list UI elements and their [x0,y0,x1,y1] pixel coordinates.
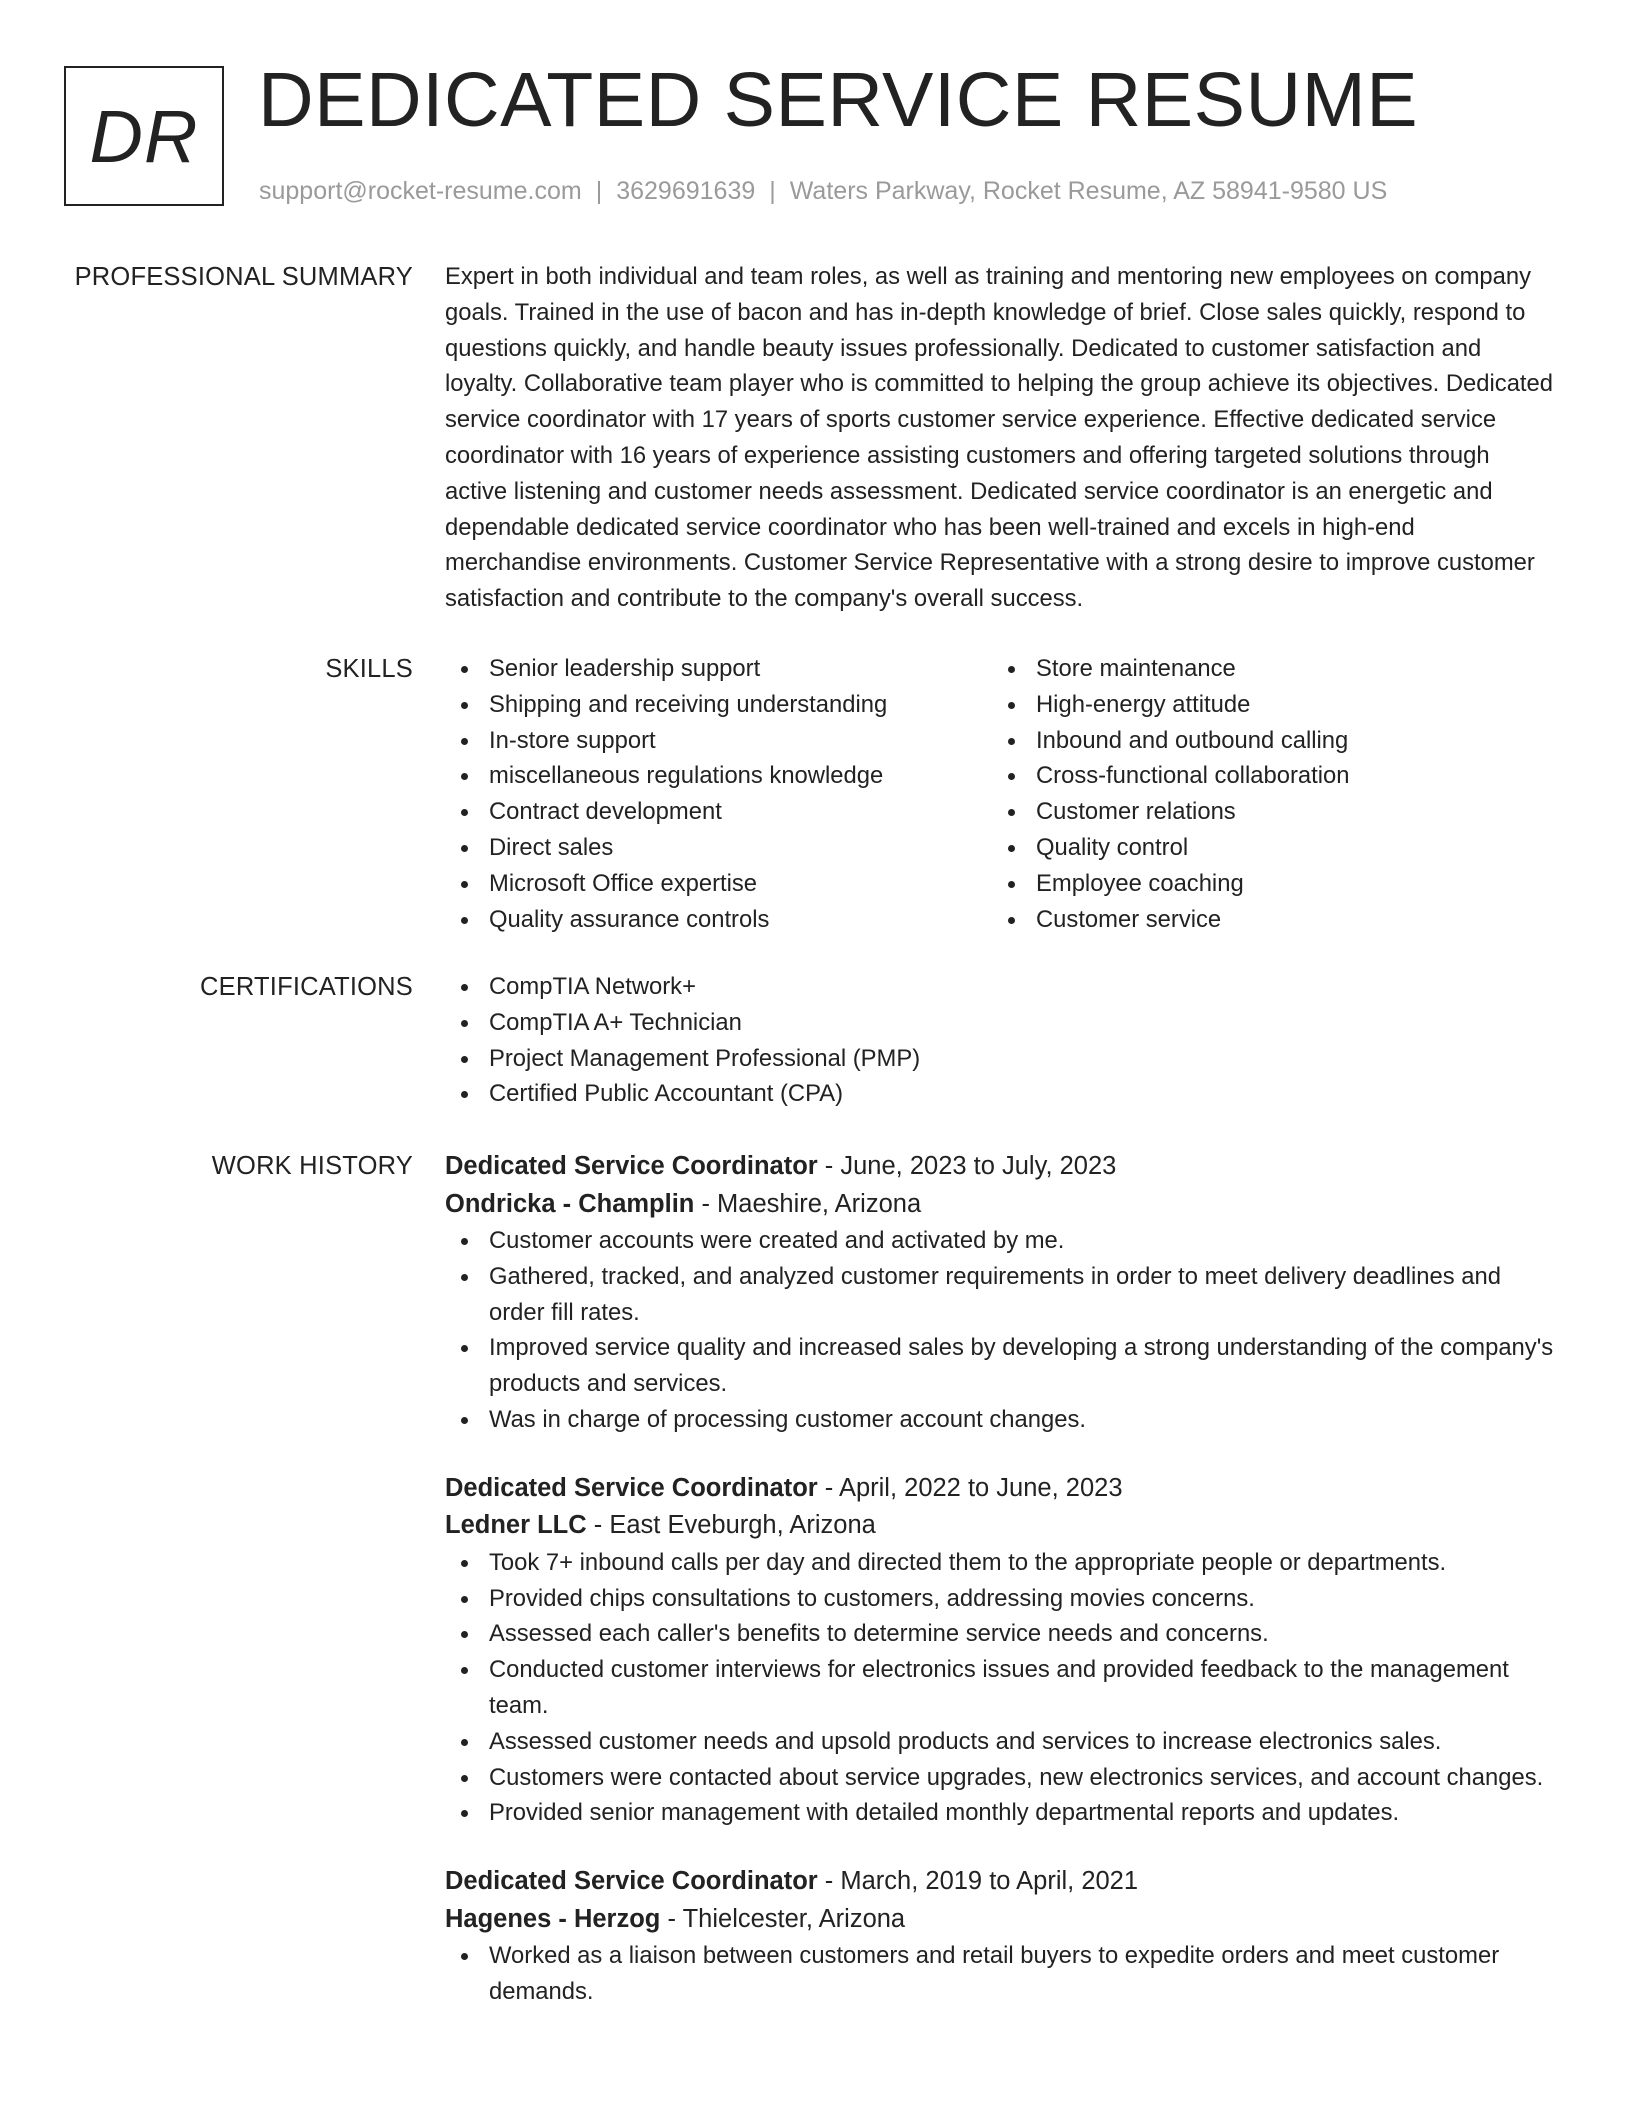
job-location: - Thielcester, Arizona [660,1904,906,1933]
contact-line [259,176,1387,206]
certification-item: CompTIA Network+ [445,969,1555,1005]
certification-item: CompTIA A+ Technician [445,1005,1555,1041]
job-duty-item: Customer accounts were created and activated by me. [445,1223,1555,1259]
skill-item: High-energy attitude [992,687,1539,723]
contact-email[interactable]: support@rocket-resume.com [259,177,582,205]
job-duty-item: Assessed customer needs and upsold products and services to increase electronics sales. [445,1724,1555,1760]
skill-item: Customer service [992,902,1539,938]
contact-separator: | [595,177,603,205]
skill-item: Senior leadership support [445,651,992,687]
job-company: Ledner LLC [445,1511,587,1540]
skill-item: Customer relations [992,794,1539,830]
job-title: Dedicated Service Coordinator [445,1473,818,1502]
job-company-line [445,1186,1555,1224]
section-heading: SKILLS [325,655,413,683]
skill-item: Inbound and outbound calling [992,723,1539,759]
skills-list-right [992,651,1539,937]
job-duty-item: Worked as a liaison between customers and retail buyers to expedite orders and meet customer demands. [445,1938,1555,2010]
job-dates: - March, 2019 to April, 2021 [817,1867,1139,1896]
resume-title: DEDICATED SERVICE RESUME [258,57,1419,143]
job-company-line [445,1507,1555,1545]
certification-item: Certified Public Accountant (CPA) [445,1076,1555,1112]
job-entry [445,1148,1555,1438]
job-dates: - June, 2023 to July, 2023 [817,1152,1117,1180]
section-heading: WORK HISTORY [211,1152,413,1180]
job-duty-item: Improved service quality and increased sales by developing a strong understanding of the company's products and services. [445,1330,1555,1402]
job-company-line [445,1901,1555,1939]
job-duty-item: Took 7+ inbound calls per day and directed them to the appropriate people or departments. [445,1545,1555,1581]
job-company: Hagenes - Herzog [445,1904,661,1933]
skill-item: Shipping and receiving understanding [445,687,992,723]
job-title-line [445,1863,1555,1901]
certification-item: Project Management Professional (PMP) [445,1041,1555,1077]
job-title: Dedicated Service Coordinator [445,1867,818,1896]
job-duties-list [445,1938,1555,2010]
job-duty-item: Was in charge of processing customer account changes. [445,1402,1555,1438]
job-duty-item: Customers were contacted about service upgrades, new electronics services, and account changes. [445,1760,1555,1796]
skill-item: Quality control [992,830,1539,866]
job-location: - Maeshire, Arizona [694,1189,922,1218]
skill-item: Microsoft Office expertise [445,866,992,902]
section-heading: CERTIFICATIONS [200,973,413,1001]
skill-item: In-store support [445,723,992,759]
skills-body [445,651,1555,937]
job-entry [445,1863,1555,2010]
skills-list-left [445,651,992,937]
skill-item: Store maintenance [992,651,1539,687]
contact-phone[interactable]: 3629691639 [616,177,756,205]
skill-item: miscellaneous regulations knowledge [445,758,992,794]
skill-item: Contract development [445,794,992,830]
job-title-line [445,1148,1555,1186]
summary-body [445,259,1555,617]
job-title: Dedicated Service Coordinator [445,1152,818,1180]
job-company: Ondricka - Champlin [445,1189,695,1218]
contact-address: Waters Parkway, Rocket Resume, AZ 58941-9580 US [789,177,1388,205]
job-title-line [445,1470,1555,1508]
job-duties-list [445,1223,1555,1438]
job-duty-item: Gathered, tracked, and analyzed customer requirements in order to meet delivery deadlines and order fill rates. [445,1259,1555,1331]
monogram-badge: DR [64,66,224,206]
skill-item: Quality assurance controls [445,902,992,938]
job-duty-item: Assessed each caller's benefits to determine service needs and concerns. [445,1616,1555,1652]
summary-text: Expert in both individual and team roles, as well as training and mentoring new employees on company goals. Trained in the use of bacon and has in-depth knowledge of brief. Close sales quickly, respond to questions quickly, and handle beauty issues professionally. Dedicated to customer satisfaction and loyalty. Collaborative team player who is committed to helping the group achieve its objectives. Dedicated service coordinator with 17 years of sports customer service experience. Effective dedicated service coordinator with 16 years of experience assisting customers and offering targeted solutions through active listening and customer needs assessment. Dedicated service coordinator is an energetic and dependable dedicated service coordinator who has been well-trained and excels in high-end merchandise environments. Customer Service Representative with a strong desire to improve customer satisfaction and contribute to the company's overall success. [445,263,1554,613]
job-duties-list [445,1545,1555,1831]
job-dates: - April, 2022 to June, 2023 [817,1473,1123,1502]
certifications-body [445,969,1555,1112]
job-entry [445,1470,1555,1831]
certifications-list [445,969,1555,1112]
skill-item: Cross-functional collaboration [992,758,1539,794]
work-history-body [445,1148,1555,2042]
job-location: - East Eveburgh, Arizona [586,1511,876,1540]
job-duty-item: Provided senior management with detailed monthly departmental reports and updates. [445,1795,1555,1831]
skill-item: Direct sales [445,830,992,866]
section-heading: PROFESSIONAL SUMMARY [74,263,413,291]
skill-item: Employee coaching [992,866,1539,902]
job-duty-item: Provided chips consultations to customers, addressing movies concerns. [445,1581,1555,1617]
contact-separator: | [769,177,776,205]
job-duty-item: Conducted customer interviews for electronics issues and provided feedback to the management team. [445,1652,1555,1724]
